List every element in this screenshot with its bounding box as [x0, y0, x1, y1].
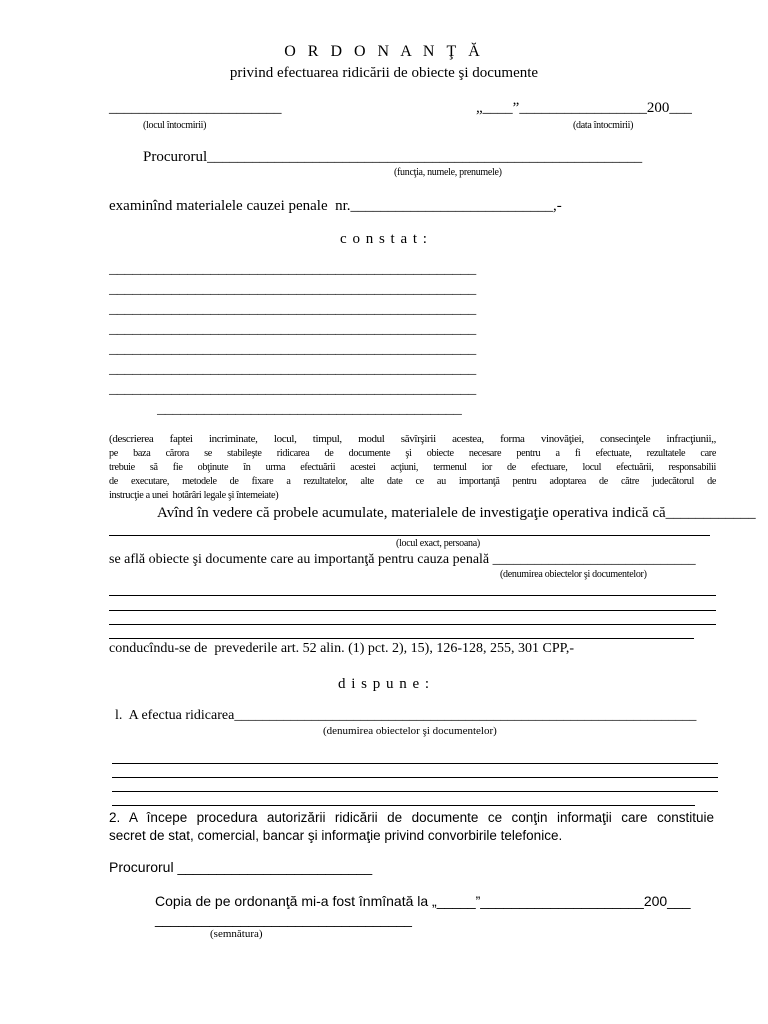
item2-line: secret de stat, comercial, bancar şi informaţie privind convorbirile telefonice.: [109, 828, 563, 843]
constat-heading: c o n s t a t :: [340, 231, 428, 247]
constat-dash-line: _______________________________________________: [109, 322, 476, 338]
description-line: pe baza cărora se stabileşte ridicarea de documente şi obiecte necesare pentru a fi efectuate, rezultatele care: [109, 448, 716, 459]
document-subtitle: privind efectuarea ridicării de obiecte şi documente: [229, 65, 539, 81]
constat-dash-line: _______________________________________________: [109, 282, 476, 298]
blank-rule: [112, 805, 695, 806]
objects-caption: (denumirea obiectelor şi documentelor): [500, 569, 647, 580]
place-line: _______________________: [109, 100, 282, 116]
prosecutor-line: Procurorul__________________________________________________________: [143, 149, 643, 165]
blank-rule: [109, 638, 694, 639]
blank-rule: [112, 763, 718, 764]
document-title: O R D O N A N Ţ Ă: [284, 43, 484, 60]
examining-line: examinînd materialele cauzei penale nr.___________________________,-: [109, 198, 562, 214]
constat-dash-line: _______________________________________________: [109, 382, 476, 398]
constat-dash-line: _______________________________________________: [109, 262, 476, 278]
evidence-line: Avînd în vedere că probele acumulate, materialele de investigaţie operativa indică că____________: [157, 505, 756, 521]
location-caption: (locul exact, persoana): [396, 538, 480, 549]
blank-rule: [109, 624, 716, 625]
description-line: trebuie să fie obţinute în urma efectuării acestei acţiuni, termenul ior de efectuare, locul efectuării, responsabilii: [109, 462, 716, 473]
blank-rule: [109, 610, 716, 611]
constat-dash-line: _______________________________________: [157, 402, 462, 418]
copy-received-line: Copia de pe ordonanţă mi-a fost înmînată la „_____”_____________________200___: [155, 893, 691, 909]
date-caption: (data întocmirii): [573, 120, 634, 131]
constat-dash-line: _______________________________________________: [109, 342, 476, 358]
item1-caption: (denumirea obiectelor şi documentelor): [323, 725, 497, 737]
description-line: (descrierea faptei incriminate, locul, timpul, modul săvîrşirii acestea, forma vinovăţiei, consecinţele infracţiunii,,: [109, 433, 716, 445]
description-line: instrucţie a unei hotărâri legale şi întemeiate): [109, 490, 279, 501]
signature-caption: (semnătura): [210, 928, 263, 940]
description-line: de executare, metodele de fixare a rezultatelor, alte date ce au importanţă pentru adoptarea de către judecătorul de: [109, 476, 716, 487]
prosecutor-signature-line: Procurorul _________________________: [109, 859, 373, 875]
constat-dash-line: _______________________________________________: [109, 362, 476, 378]
date-line: „____”_________________200___: [476, 100, 692, 116]
constat-dash-line: _______________________________________________: [109, 302, 476, 318]
item2-line: 2. A începe procedura autorizării ridicării de documente ce conţin informaţii care constituie: [109, 810, 714, 825]
place-caption: (locul întocmirii): [143, 120, 207, 131]
dispune-heading: d i s p u n e :: [337, 676, 431, 692]
objects-line: se află obiecte şi documente care au importanţă pentru cauza penală _____________________________: [109, 552, 696, 567]
blank-rule: [109, 595, 716, 596]
item1-line: l. A efectua ridicarea__________________________________________________________________: [115, 708, 697, 723]
legal-basis: conducîndu-se de prevederile art. 52 alin. (1) pct. 2), 15), 126-128, 255, 301 CPP,-: [109, 641, 575, 656]
blank-rule: [112, 791, 718, 792]
blank-rule: [109, 535, 710, 536]
prosecutor-caption: (funcţia, numele, prenumele): [394, 167, 502, 178]
signature-line: _________________________________: [155, 911, 412, 927]
blank-rule: [112, 777, 718, 778]
